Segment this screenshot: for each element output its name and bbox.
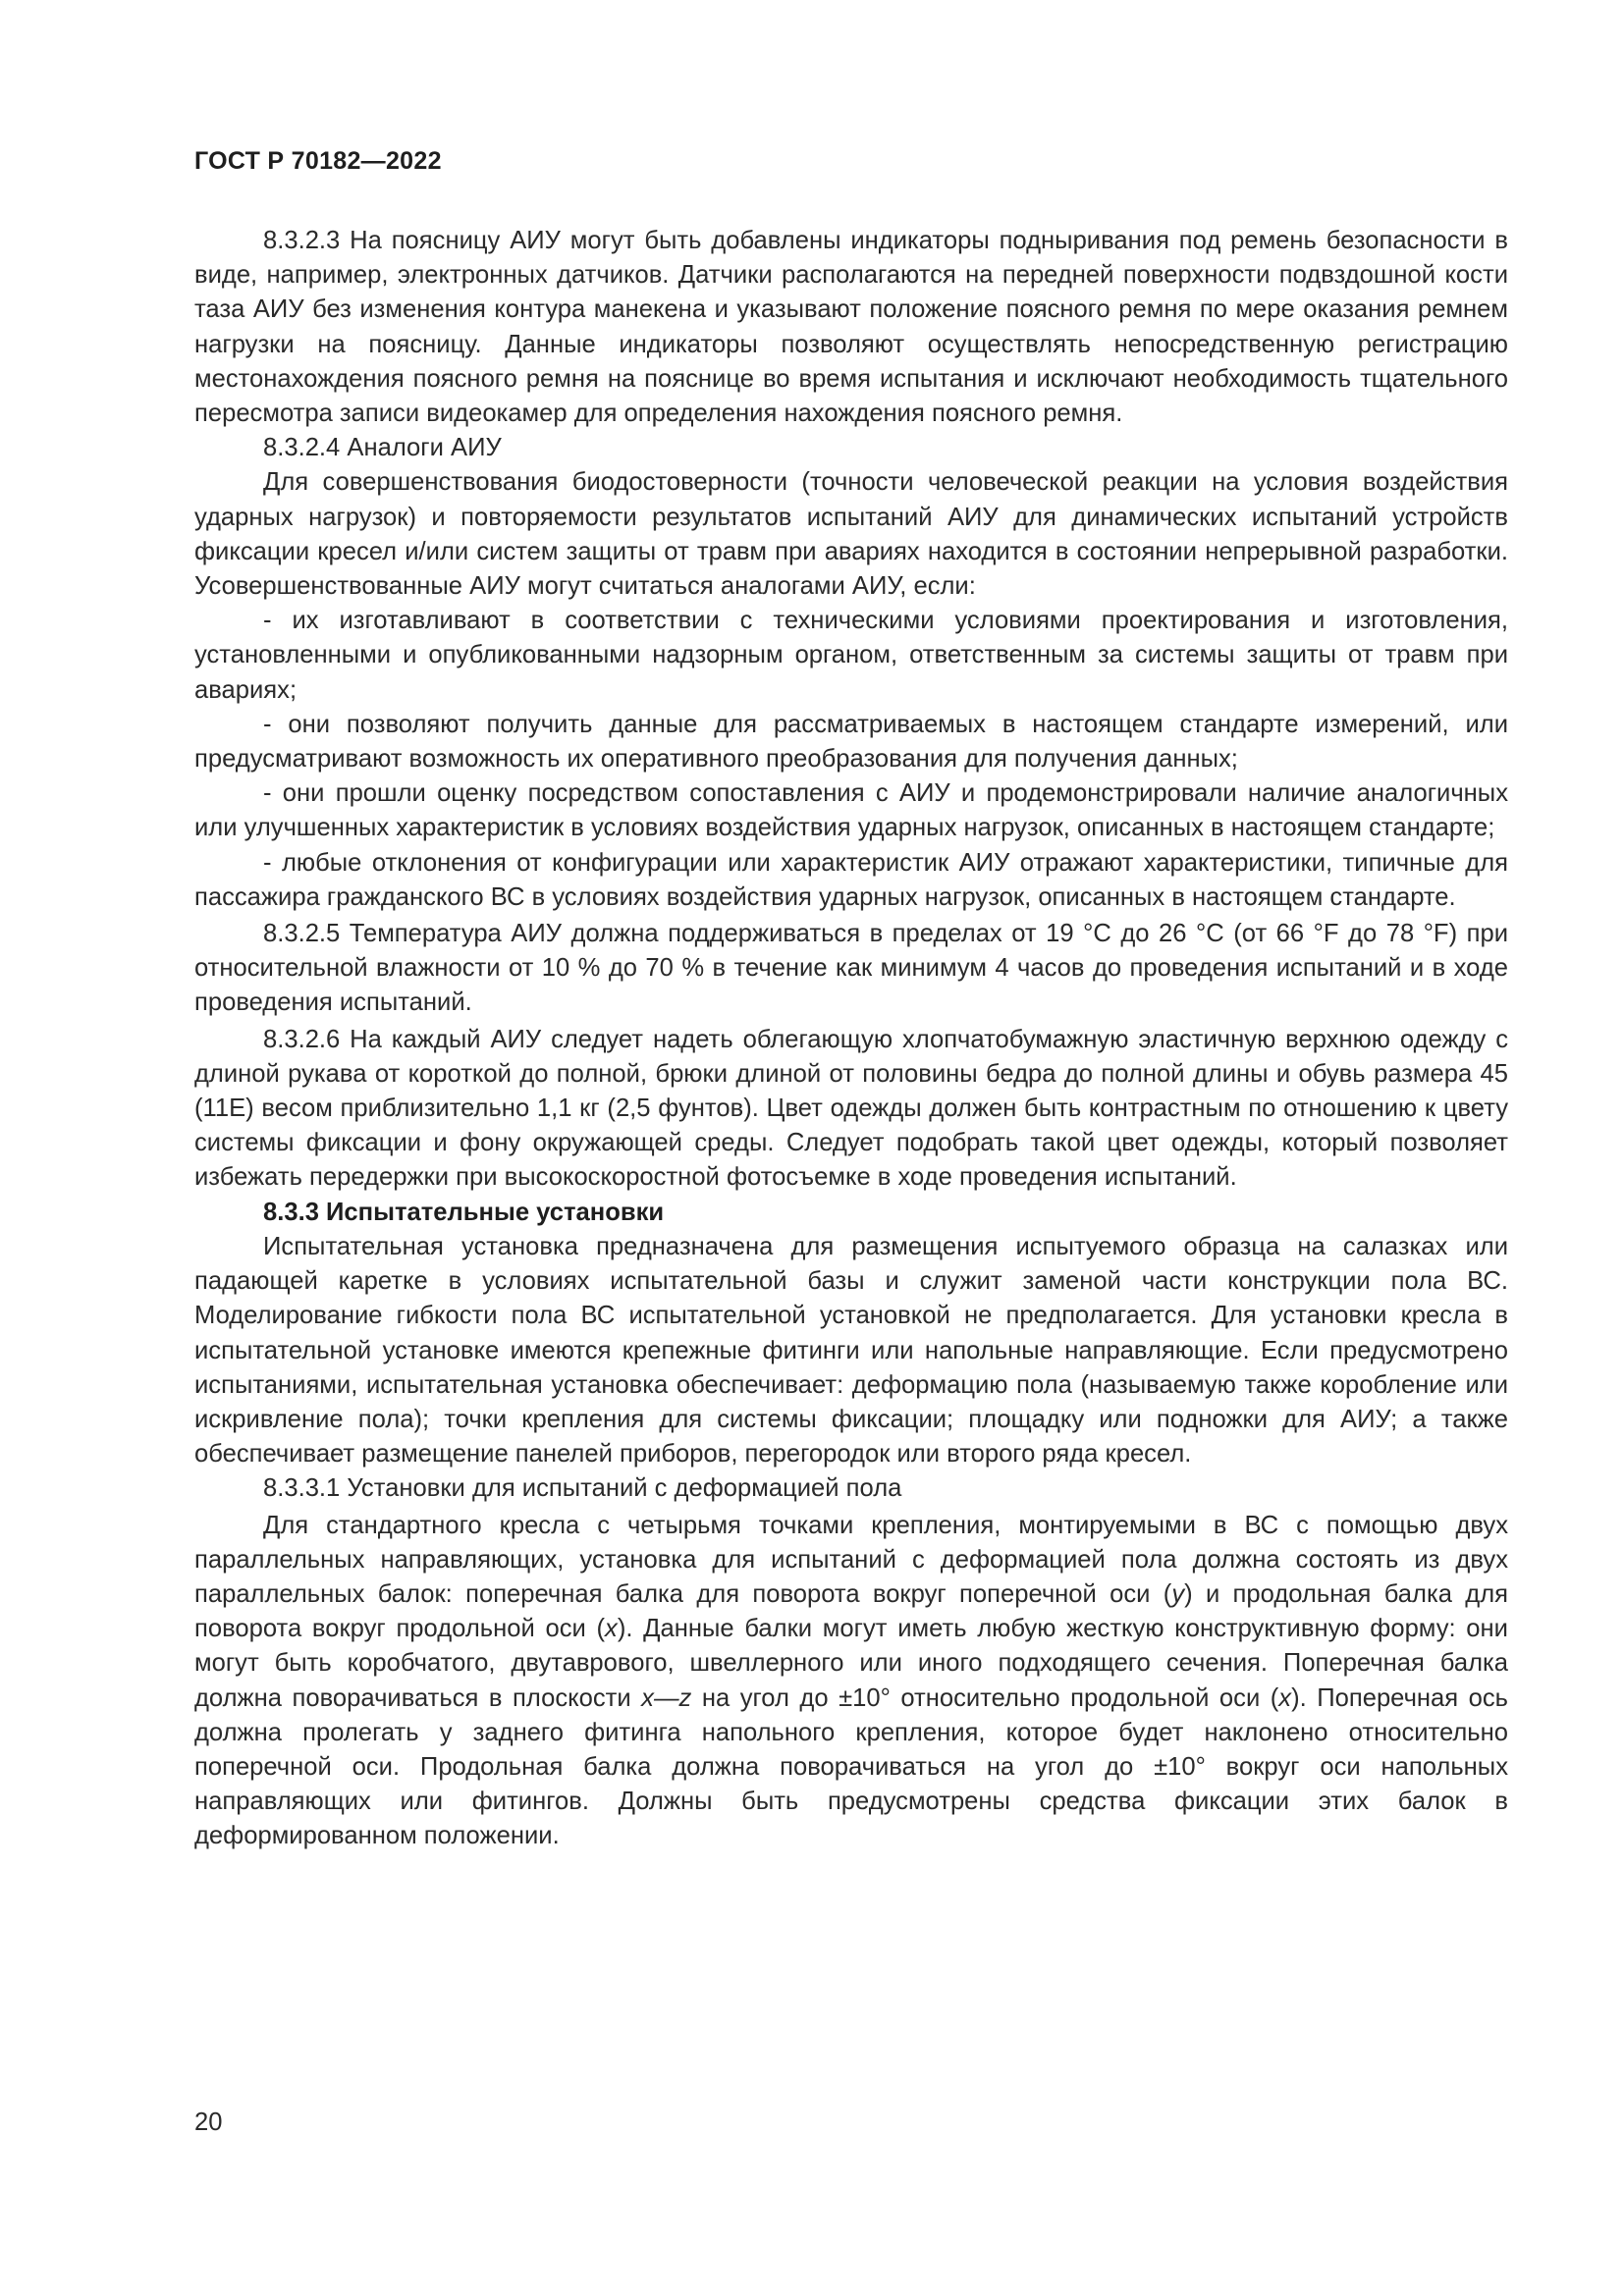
- heading-8-3-2-4: 8.3.2.4 Аналоги АИУ: [263, 434, 502, 462]
- text-part: ). Поперечная ось должна пролегать у заднего фитинга напольного крепления, которое будет наклонено относительно поперечной оси. Продольная балка должна поворачиваться на угол до ±10° вокруг оси напольных направляющих или фитингов. Должны быть предусмотрены средства фиксации этих балок в деформированном положении.: [194, 1683, 1508, 1850]
- paragraph-analogs-intro: Для совершенствования биодостоверности (точности человеческой реакции на условия воздействия ударных нагрузок) и повторяемости результатов испытаний АИУ для динамических испытаний устройств фиксации кресел и/или систем защиты от травм при авариях находится в состоянии непрерывной разработки. Усовершенствованные АИУ могут считаться аналогами АИУ, если:: [194, 468, 1508, 601]
- axis-x-symbol: x: [605, 1615, 618, 1643]
- text-part: ). Данные балки могут иметь любую жесткую конструктивную форму: они могут быть коробчатого, двутаврового, швеллерного или иного подходящего сечения. Поперечная балка должна поворачиваться в плоскости: [194, 1615, 1508, 1712]
- paragraph-8-3-2-3: 8.3.2.3 На поясницу АИУ могут быть добавлены индикаторы подныривания под ремень безопасности в виде, например, электронных датчиков. Датчики располагаются на передней поверхности подвздошной кости таза АИУ без изменения контура манекена и указывают положение поясного ремня по мере оказания ремнем нагрузки на поясницу. Данные индикаторы позволяют осуществлять непосредственную регистрацию местонахождения поясного ремня на пояснице во время испытания и исключают необходимость тщательного пересмотра записи видеокамер для определения нахождения поясного ремня.: [194, 227, 1508, 428]
- plane-xz-symbol: x—z: [641, 1683, 692, 1712]
- paragraph-test-installations: Испытательная установка предназначена для размещения испытуемого образца на салазках или падающей каретке в условиях испытательной базы и служит заменой части конструкции пола ВС. Моделирование гибкости пола ВС испытательной установкой не предполагается. Для установки кресла в испытательной установке имеются крепежные фитинги или напольные направляющие. Если предусмотрено испытаниями, испытательная установка обеспечивает: деформацию пола (называемую также коробление или искривление пола); точки крепления для системы фиксации; площадку или подножки для АИУ; а также обеспечивает размещение панелей приборов, перегородок или второго ряда кресел.: [194, 1232, 1508, 1468]
- text-part: ) и продольная балка для поворота вокруг продольной оси (: [194, 1579, 1509, 1643]
- text-part: Для стандартного кресла с четырьмя точками крепления, монтируемыми в ВС с помощью двух параллельных направляющих, установка для испытаний с деформацией пола должна состоять из двух параллельных балок: поперечная балка для поворота вокруг поперечной оси (: [194, 1511, 1508, 1608]
- heading-8-3-3-1: 8.3.3.1 Установки для испытаний с деформацией пола: [263, 1474, 902, 1503]
- list-item-4: - любые отклонения от конфигурации или характеристик АИУ отражают характеристики, типичные для пассажира гражданского ВС в условиях воздействия ударных нагрузок, описанных в настоящем стандарте.: [194, 848, 1508, 911]
- document-body: [194, 224, 1508, 1854]
- text-part: на угол до ±10° относительно продольной оси (: [691, 1683, 1279, 1712]
- document-header-code: ГОСТ Р 70182—2022: [194, 147, 442, 175]
- paragraph-floor-deformation: [194, 1509, 1508, 1854]
- axis-y-symbol: y: [1171, 1579, 1185, 1608]
- page-number: 20: [194, 2109, 223, 2136]
- axis-x-symbol: x: [1278, 1683, 1292, 1712]
- section-heading-8-3-3: 8.3.3 Испытательные установки: [263, 1198, 665, 1226]
- paragraph-8-3-2-5: 8.3.2.5 Температура АИУ должна поддерживаться в пределах от 19 °С до 26 °С (от 66 °F до 78 °F) при относительной влажности от 10 % до 70 % в течение как минимум 4 часов до проведения испытаний и в ходе проведения испытаний.: [194, 920, 1508, 1017]
- list-item-1: - их изготавливают в соответствии с техническими условиями проектирования и изготовления, установленными и опубликованными надзорным органом, ответственным за системы защиты от травм при авариях;: [194, 607, 1508, 704]
- paragraph-8-3-2-6: 8.3.2.6 На каждый АИУ следует надеть облегающую хлопчатобумажную эластичную верхнюю одежду с длиной рукава от короткой до полной, брюки длиной от половины бедра до полной длины и обувь размера 45 (11Е) весом приблизительно 1,1 кг (2,5 фунтов). Цвет одежды должен быть контрастным по отношению к цвету системы фиксации и фону окружающей среды. Следует подобрать такой цвет одежды, который позволяет избежать передержки при высокоскоростной фотосъемке в ходе проведения испытаний.: [194, 1025, 1508, 1192]
- list-item-2: - они позволяют получить данные для рассматриваемых в настоящем стандарте измерений, или предусматривают возможность их оперативного преобразования для получения данных;: [194, 710, 1508, 774]
- list-item-3: - они прошли оценку посредством сопоставления с АИУ и продемонстрировали наличие аналогичных или улучшенных характеристик в условиях воздействия ударных нагрузок, описанных в настоящем стандарте;: [194, 779, 1508, 842]
